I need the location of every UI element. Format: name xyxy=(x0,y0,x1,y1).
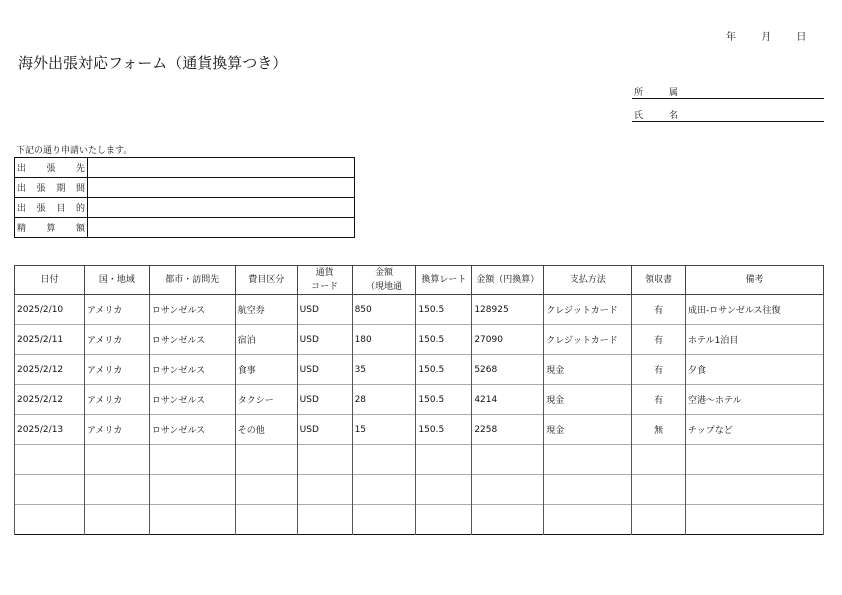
table-cell[interactable]: 有 xyxy=(632,325,686,355)
table-cell[interactable] xyxy=(544,475,632,505)
table-cell[interactable]: 無 xyxy=(632,415,686,445)
col-header: 換算レート xyxy=(416,266,472,295)
table-cell[interactable] xyxy=(149,505,235,535)
table-cell[interactable] xyxy=(352,505,416,535)
table-cell[interactable]: 2025/2/13 xyxy=(15,415,85,445)
table-cell[interactable]: アメリカ xyxy=(84,355,149,385)
info-value-destination[interactable] xyxy=(88,158,355,178)
col-header: 領収書 xyxy=(632,266,686,295)
col-header: 費目区分 xyxy=(235,266,297,295)
table-cell[interactable]: USD xyxy=(297,415,352,445)
table-cell[interactable]: 有 xyxy=(632,295,686,325)
col-header: 金額（円換算） xyxy=(472,266,544,295)
table-cell[interactable]: ロサンゼルス xyxy=(149,415,235,445)
table-cell[interactable]: 空港～ホテル xyxy=(686,385,824,415)
table-cell[interactable]: 128925 xyxy=(472,295,544,325)
table-header-row xyxy=(15,266,824,295)
col-header: 国・地域 xyxy=(84,266,149,295)
table-cell[interactable] xyxy=(352,445,416,475)
table-cell[interactable]: クレジットカード xyxy=(544,325,632,355)
table-cell[interactable] xyxy=(15,505,85,535)
table-cell[interactable]: ホテル1泊目 xyxy=(686,325,824,355)
table-cell[interactable]: 現金 xyxy=(544,385,632,415)
table-cell[interactable]: アメリカ xyxy=(84,415,149,445)
col-header: 通貨 コード xyxy=(297,266,352,295)
table-cell[interactable] xyxy=(235,445,297,475)
table-cell[interactable] xyxy=(297,475,352,505)
table-cell[interactable] xyxy=(15,475,85,505)
application-note: 下記の通り申請いたします。 xyxy=(16,146,133,156)
date-year-label: 年 xyxy=(726,32,736,43)
table-cell[interactable]: 150.5 xyxy=(416,295,472,325)
trip-info-table xyxy=(14,157,355,238)
table-cell[interactable] xyxy=(632,505,686,535)
table-row xyxy=(15,385,824,415)
table-row xyxy=(15,415,824,445)
col-header: 都市・訪問先 xyxy=(149,266,235,295)
info-value-purpose[interactable] xyxy=(88,198,355,218)
table-cell[interactable]: 成田-ロサンゼルス往復 xyxy=(686,295,824,325)
table-cell[interactable]: アメリカ xyxy=(84,325,149,355)
info-row-destination xyxy=(15,158,355,178)
table-cell[interactable] xyxy=(84,505,149,535)
table-cell[interactable]: 2025/2/12 xyxy=(15,355,85,385)
table-row xyxy=(15,475,824,505)
table-cell[interactable]: USD xyxy=(297,385,352,415)
expense-table xyxy=(14,265,824,535)
table-cell[interactable]: USD xyxy=(297,355,352,385)
info-row-amount xyxy=(15,218,355,238)
table-cell[interactable]: ロサンゼルス xyxy=(149,385,235,415)
table-cell[interactable]: 夕食 xyxy=(686,355,824,385)
date-month-label: 月 xyxy=(761,32,772,43)
table-cell[interactable] xyxy=(352,475,416,505)
table-cell[interactable] xyxy=(632,475,686,505)
table-cell[interactable]: チップなど xyxy=(686,415,824,445)
date-day-label: 日 xyxy=(796,32,807,43)
info-row-purpose xyxy=(15,198,355,218)
table-cell[interactable]: 有 xyxy=(632,385,686,415)
info-label: 出張期間 xyxy=(15,178,88,198)
page-title: 海外出張対応フォーム（通貨換算つき） xyxy=(18,54,288,72)
info-value-period[interactable] xyxy=(88,178,355,198)
table-cell[interactable] xyxy=(686,475,824,505)
table-cell[interactable]: 現金 xyxy=(544,355,632,385)
table-cell[interactable] xyxy=(472,505,544,535)
table-cell[interactable]: 2258 xyxy=(472,415,544,445)
table-cell[interactable] xyxy=(15,445,85,475)
table-cell[interactable]: USD xyxy=(297,295,352,325)
table-cell[interactable]: 2025/2/10 xyxy=(15,295,85,325)
table-cell[interactable] xyxy=(416,475,472,505)
table-row xyxy=(15,445,824,475)
table-cell[interactable] xyxy=(544,505,632,535)
table-cell[interactable]: ロサンゼルス xyxy=(149,325,235,355)
date-line xyxy=(726,28,806,43)
table-cell[interactable]: 航空券 xyxy=(235,295,297,325)
table-cell[interactable]: 150.5 xyxy=(416,325,472,355)
table-cell[interactable] xyxy=(416,445,472,475)
table-cell[interactable]: 35 xyxy=(352,355,416,385)
table-row xyxy=(15,505,824,535)
table-cell[interactable]: アメリカ xyxy=(84,385,149,415)
table-cell[interactable]: 5268 xyxy=(472,355,544,385)
table-cell[interactable] xyxy=(149,475,235,505)
table-cell[interactable]: 28 xyxy=(352,385,416,415)
col-header: 金額 （現地通 xyxy=(352,266,416,295)
table-cell[interactable] xyxy=(84,475,149,505)
table-cell[interactable] xyxy=(297,505,352,535)
table-cell[interactable]: 食事 xyxy=(235,355,297,385)
table-cell[interactable]: USD xyxy=(297,325,352,355)
table-cell[interactable]: アメリカ xyxy=(84,295,149,325)
table-cell[interactable]: 150.5 xyxy=(416,385,472,415)
table-cell[interactable]: 150.5 xyxy=(416,355,472,385)
table-cell[interactable]: 有 xyxy=(632,355,686,385)
col-header: 備考 xyxy=(686,266,824,295)
table-cell[interactable] xyxy=(472,475,544,505)
table-cell[interactable]: 15 xyxy=(352,415,416,445)
table-cell[interactable]: 180 xyxy=(352,325,416,355)
table-cell[interactable]: クレジットカード xyxy=(544,295,632,325)
info-label: 出張目的 xyxy=(15,198,88,218)
table-cell[interactable] xyxy=(544,445,632,475)
table-cell[interactable] xyxy=(472,445,544,475)
table-cell[interactable] xyxy=(686,445,824,475)
table-row xyxy=(15,325,824,355)
table-cell[interactable]: その他 xyxy=(235,415,297,445)
table-cell[interactable]: 宿泊 xyxy=(235,325,297,355)
table-cell[interactable] xyxy=(149,445,235,475)
table-cell[interactable]: ロサンゼルス xyxy=(149,355,235,385)
table-cell[interactable] xyxy=(235,475,297,505)
info-value-amount[interactable] xyxy=(88,218,355,238)
info-row-period xyxy=(15,178,355,198)
table-cell[interactable]: 150.5 xyxy=(416,415,472,445)
name-label: 氏名 xyxy=(634,111,705,121)
table-cell[interactable] xyxy=(84,445,149,475)
table-cell[interactable] xyxy=(686,505,824,535)
table-cell[interactable]: ロサンゼルス xyxy=(149,295,235,325)
table-cell[interactable] xyxy=(235,505,297,535)
table-cell[interactable]: 2025/2/12 xyxy=(15,385,85,415)
name-field[interactable] xyxy=(632,107,824,122)
table-row xyxy=(15,355,824,385)
info-label: 精算額 xyxy=(15,218,88,238)
dept-label: 所属 xyxy=(634,88,705,98)
table-cell[interactable]: 4214 xyxy=(472,385,544,415)
table-row xyxy=(15,295,824,325)
table-cell[interactable]: 2025/2/11 xyxy=(15,325,85,355)
info-label: 出張先 xyxy=(15,158,88,178)
table-cell[interactable] xyxy=(416,505,472,535)
table-cell[interactable]: 27090 xyxy=(472,325,544,355)
table-cell[interactable]: タクシー xyxy=(235,385,297,415)
table-cell[interactable] xyxy=(632,445,686,475)
col-header: 支払方法 xyxy=(544,266,632,295)
col-header: 日付 xyxy=(15,266,85,295)
dept-field[interactable] xyxy=(632,84,824,99)
table-cell[interactable] xyxy=(297,445,352,475)
table-cell[interactable]: 現金 xyxy=(544,415,632,445)
table-cell[interactable]: 850 xyxy=(352,295,416,325)
